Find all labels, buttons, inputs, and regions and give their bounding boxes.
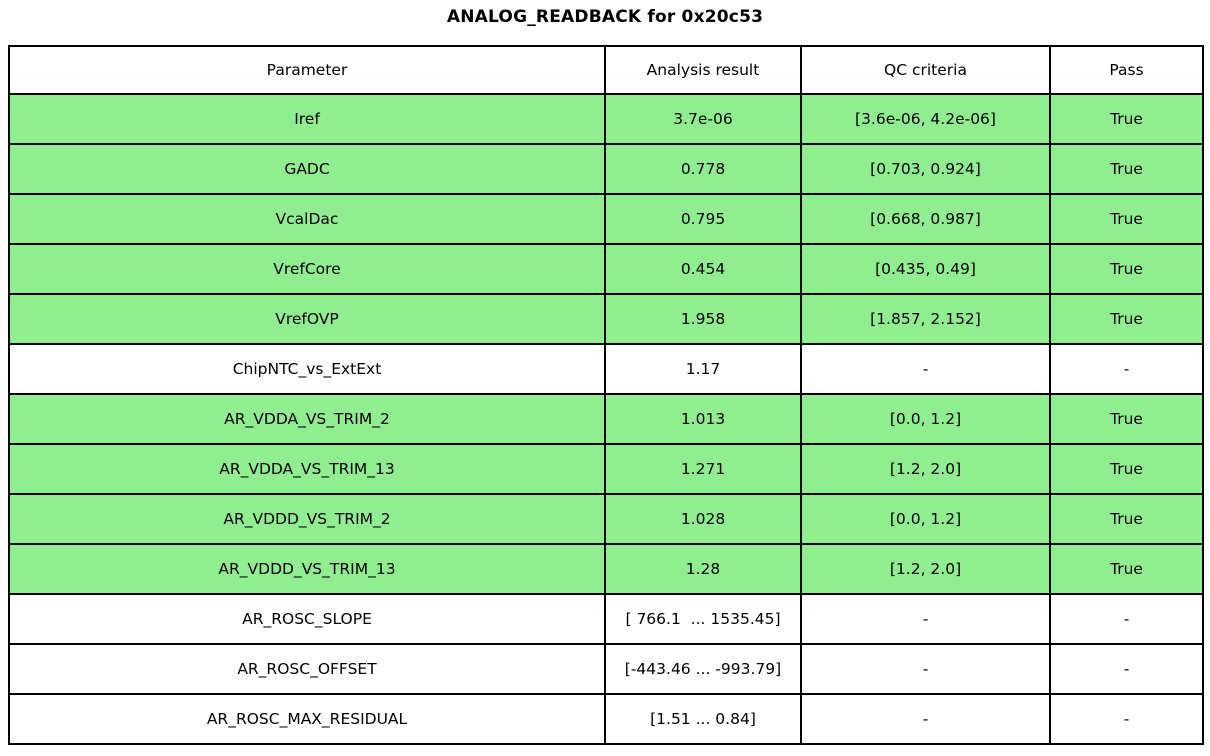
qc-criteria-cell <box>801 444 1050 494</box>
analysis-result-cell <box>605 94 801 144</box>
pass-cell-value: True <box>1110 460 1143 478</box>
table-row <box>9 194 1203 244</box>
analysis-result-cell-value: 0.454 <box>680 260 726 278</box>
pass-cell <box>1050 144 1203 194</box>
pass-cell <box>1050 544 1203 594</box>
parameter-cell-value: ChipNTC_vs_ExtExt <box>232 360 382 378</box>
parameter-cell-value: AR_ROSC_OFFSET <box>237 660 377 678</box>
qc-criteria-cell-value: [0.435, 0.49] <box>875 260 976 278</box>
table-row <box>9 594 1203 644</box>
qc-criteria-cell <box>801 644 1050 694</box>
pass-cell-value: - <box>1123 610 1130 628</box>
table-row <box>9 94 1203 144</box>
qc-criteria-cell-value: [0.668, 0.987] <box>870 210 981 228</box>
pass-cell <box>1050 644 1203 694</box>
parameter-cell <box>9 144 605 194</box>
qc-criteria-cell <box>801 494 1050 544</box>
qc-criteria-cell <box>801 694 1050 744</box>
qc-criteria-cell <box>801 294 1050 344</box>
column-header-parameter: Parameter <box>9 46 605 94</box>
analysis-result-cell <box>605 394 801 444</box>
page-title: ANALOG_READBACK for 0x20c53 <box>446 7 764 27</box>
parameter-cell <box>9 694 605 744</box>
parameter-cell <box>9 494 605 544</box>
analysis-result-cell <box>605 594 801 644</box>
pass-cell <box>1050 444 1203 494</box>
qc-criteria-cell <box>801 144 1050 194</box>
table-row <box>9 394 1203 444</box>
analysis-result-cell <box>605 144 801 194</box>
qc-criteria-cell-value: - <box>922 710 929 728</box>
parameter-cell <box>9 344 605 394</box>
parameter-cell <box>9 594 605 644</box>
pass-cell-value: True <box>1110 260 1143 278</box>
pass-cell-value: - <box>1123 660 1130 678</box>
table-row <box>9 294 1203 344</box>
column-header-qc-criteria: QC criteria <box>801 46 1050 94</box>
pass-cell-value: True <box>1110 160 1143 178</box>
pass-cell-value: True <box>1110 560 1143 578</box>
table-row <box>9 144 1203 194</box>
parameter-cell <box>9 544 605 594</box>
parameter-cell <box>9 244 605 294</box>
pass-cell-value: True <box>1110 510 1143 528</box>
parameter-cell <box>9 444 605 494</box>
qc-criteria-cell-value: [0.703, 0.924] <box>870 160 981 178</box>
pass-cell-value: True <box>1110 110 1143 128</box>
analysis-result-cell-value: 1.28 <box>685 560 721 578</box>
analysis-result-cell-value: 1.958 <box>680 310 726 328</box>
analysis-result-cell <box>605 294 801 344</box>
table-row <box>9 244 1203 294</box>
parameter-cell-value: VrefCore <box>273 260 341 278</box>
analysis-result-cell-value: [1.51 ... 0.84] <box>650 710 756 728</box>
pass-cell-value: True <box>1110 410 1143 428</box>
pass-cell-value: - <box>1123 710 1130 728</box>
pass-cell <box>1050 344 1203 394</box>
parameter-cell-value: VrefOVP <box>275 310 339 328</box>
qc-criteria-cell <box>801 394 1050 444</box>
parameter-cell-value: AR_ROSC_MAX_RESIDUAL <box>206 710 408 728</box>
analysis-result-cell <box>605 344 801 394</box>
analysis-result-cell-value: 3.7e-06 <box>673 110 733 128</box>
qc-criteria-cell-value: - <box>922 610 929 628</box>
pass-cell-value: - <box>1123 360 1130 378</box>
parameter-cell-value: AR_ROSC_SLOPE <box>242 610 372 628</box>
analysis-result-cell-value: [ 766.1 ... 1535.45] <box>625 610 781 628</box>
parameter-cell-value: AR_VDDA_VS_TRIM_2 <box>224 410 390 428</box>
qc-criteria-cell <box>801 594 1050 644</box>
qc-criteria-cell-value: [3.6e-06, 4.2e-06] <box>855 110 996 128</box>
pass-cell-value: True <box>1110 310 1143 328</box>
qc-criteria-cell-value: [0.0, 1.2] <box>889 410 962 428</box>
analysis-result-cell <box>605 694 801 744</box>
analysis-result-cell <box>605 244 801 294</box>
parameter-cell <box>9 294 605 344</box>
pass-cell <box>1050 294 1203 344</box>
analysis-result-cell <box>605 444 801 494</box>
pass-cell-value: True <box>1110 210 1143 228</box>
pass-cell <box>1050 494 1203 544</box>
table-row <box>9 644 1203 694</box>
column-header-analysis-result: Analysis result <box>605 46 801 94</box>
qc-criteria-cell-value: [0.0, 1.2] <box>889 510 962 528</box>
pass-cell <box>1050 594 1203 644</box>
parameter-cell <box>9 394 605 444</box>
analysis-result-cell-value: 1.17 <box>685 360 721 378</box>
pass-cell <box>1050 194 1203 244</box>
qc-criteria-cell <box>801 244 1050 294</box>
parameter-cell-value: AR_VDDD_VS_TRIM_13 <box>218 560 396 578</box>
analysis-result-cell <box>605 544 801 594</box>
analysis-result-cell-value: 1.271 <box>680 460 726 478</box>
table-row <box>9 444 1203 494</box>
table-row <box>9 344 1203 394</box>
pass-cell <box>1050 694 1203 744</box>
analysis-result-cell-value: 0.795 <box>680 210 726 228</box>
table-row <box>9 694 1203 744</box>
parameter-cell-value: GADC <box>284 160 330 178</box>
header-row <box>9 46 1203 94</box>
analysis-result-cell <box>605 494 801 544</box>
analysis-result-cell-value: 0.778 <box>680 160 726 178</box>
analog-readback-table <box>8 45 1204 745</box>
table-row <box>9 494 1203 544</box>
table-row <box>9 544 1203 594</box>
qc-criteria-cell <box>801 194 1050 244</box>
parameter-cell <box>9 194 605 244</box>
parameter-cell-value: VcalDac <box>275 210 339 228</box>
parameter-cell-value: AR_VDDA_VS_TRIM_13 <box>219 460 395 478</box>
qc-criteria-cell <box>801 94 1050 144</box>
parameter-cell-value: AR_VDDD_VS_TRIM_2 <box>223 510 391 528</box>
parameter-cell <box>9 644 605 694</box>
parameter-cell <box>9 94 605 144</box>
qc-criteria-cell-value: [1.2, 2.0] <box>889 560 962 578</box>
qc-criteria-cell <box>801 544 1050 594</box>
pass-cell <box>1050 94 1203 144</box>
analysis-result-cell-value: 1.028 <box>680 510 726 528</box>
analysis-result-cell <box>605 194 801 244</box>
parameter-cell-value: Iref <box>294 110 320 128</box>
qc-criteria-cell-value: - <box>922 360 929 378</box>
qc-criteria-cell-value: [1.857, 2.152] <box>870 310 981 328</box>
column-header-pass: Pass <box>1050 46 1203 94</box>
analysis-result-cell-value: 1.013 <box>680 410 726 428</box>
qc-criteria-cell-value: - <box>922 660 929 678</box>
qc-criteria-cell-value: [1.2, 2.0] <box>889 460 962 478</box>
pass-cell <box>1050 244 1203 294</box>
qc-criteria-cell <box>801 344 1050 394</box>
analysis-result-cell <box>605 644 801 694</box>
pass-cell <box>1050 394 1203 444</box>
analysis-result-cell-value: [-443.46 ... -993.79] <box>624 660 782 678</box>
